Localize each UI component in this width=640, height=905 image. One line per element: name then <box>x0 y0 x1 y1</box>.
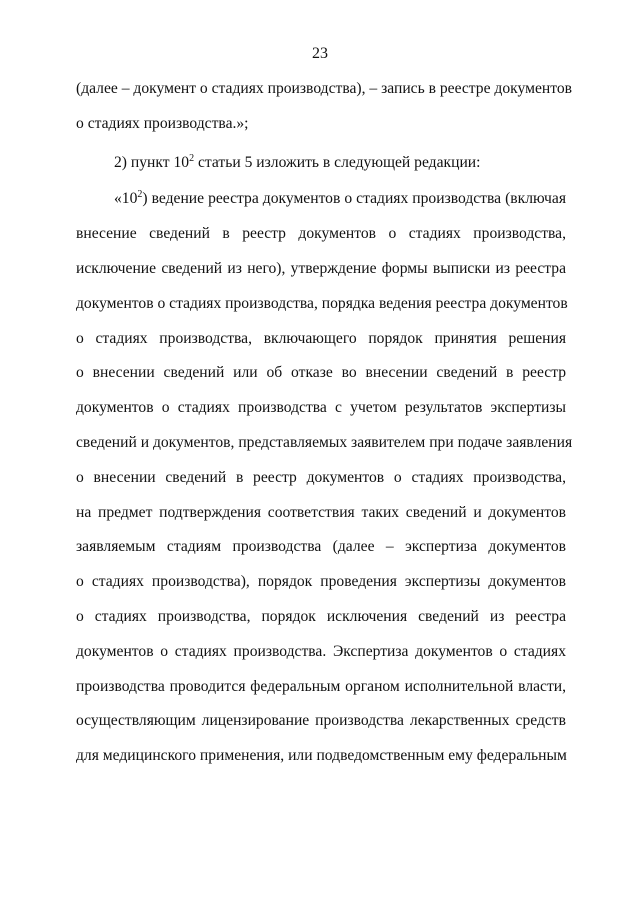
text-line: о стадиях производства, включающего порядок принятия решения <box>76 329 566 347</box>
item-2-rest: изложить в следующей редакции: <box>256 153 481 171</box>
quote-superscript: 2 <box>137 189 143 201</box>
text-line: документов о стадиях производства с учетом результатов экспертизы <box>76 399 566 417</box>
quote-open: «10 <box>114 190 138 208</box>
text-line: документов о стадиях производства. Экспертиза документов о стадиях <box>76 642 566 660</box>
text-line: о внесении сведений или об отказе во внесении сведений в реестр <box>76 364 566 382</box>
text-line: для медицинского применения, или подведомственным ему федеральным <box>76 747 567 765</box>
page-number: 23 <box>312 45 328 62</box>
text-line: о стадиях производства, порядок исключения сведений из реестра <box>76 607 566 625</box>
body-text <box>76 79 573 781</box>
text-line: осуществляющим лицензирование производства лекарственных средств <box>76 712 566 730</box>
quote-text: ведение реестра документов о стадиях производства (включая <box>151 190 566 208</box>
quote-close: ) <box>142 190 152 208</box>
text-line: заявляемым стадиям производства (далее – экспертиза документов <box>76 538 566 556</box>
text-line: (далее – документ о стадиях производства), – запись в реестре документов <box>76 80 573 97</box>
item-2-prefix: 2) пункт 10 <box>114 153 190 171</box>
quoted-paragraph-start <box>76 189 566 224</box>
item-2-superscript: 2 <box>189 152 195 164</box>
item-2-middle: статьи 5 <box>194 153 257 171</box>
text-line: документов о стадиях производства, порядка ведения реестра документов <box>76 294 568 312</box>
text-line: о стадиях производства), порядок проведения экспертизы документов <box>76 573 566 591</box>
text-line: о внесении сведений в реестр документов о стадиях производства, <box>76 468 566 486</box>
text-line: на предмет подтверждения соответствия таких сведений и документов <box>76 503 566 521</box>
amendment-item-2 <box>76 153 566 188</box>
text-line: исключение сведений из него), утверждение формы выписки из реестра <box>76 259 566 277</box>
text-line: о стадиях производства.»; <box>76 114 249 132</box>
text-line: сведений и документов, представляемых заявителем при подаче заявления <box>76 433 573 451</box>
text-line: внесение сведений в реестр документов о стадиях производства, <box>76 225 566 243</box>
text-line: производства проводится федеральным органом исполнительной власти, <box>76 677 566 695</box>
